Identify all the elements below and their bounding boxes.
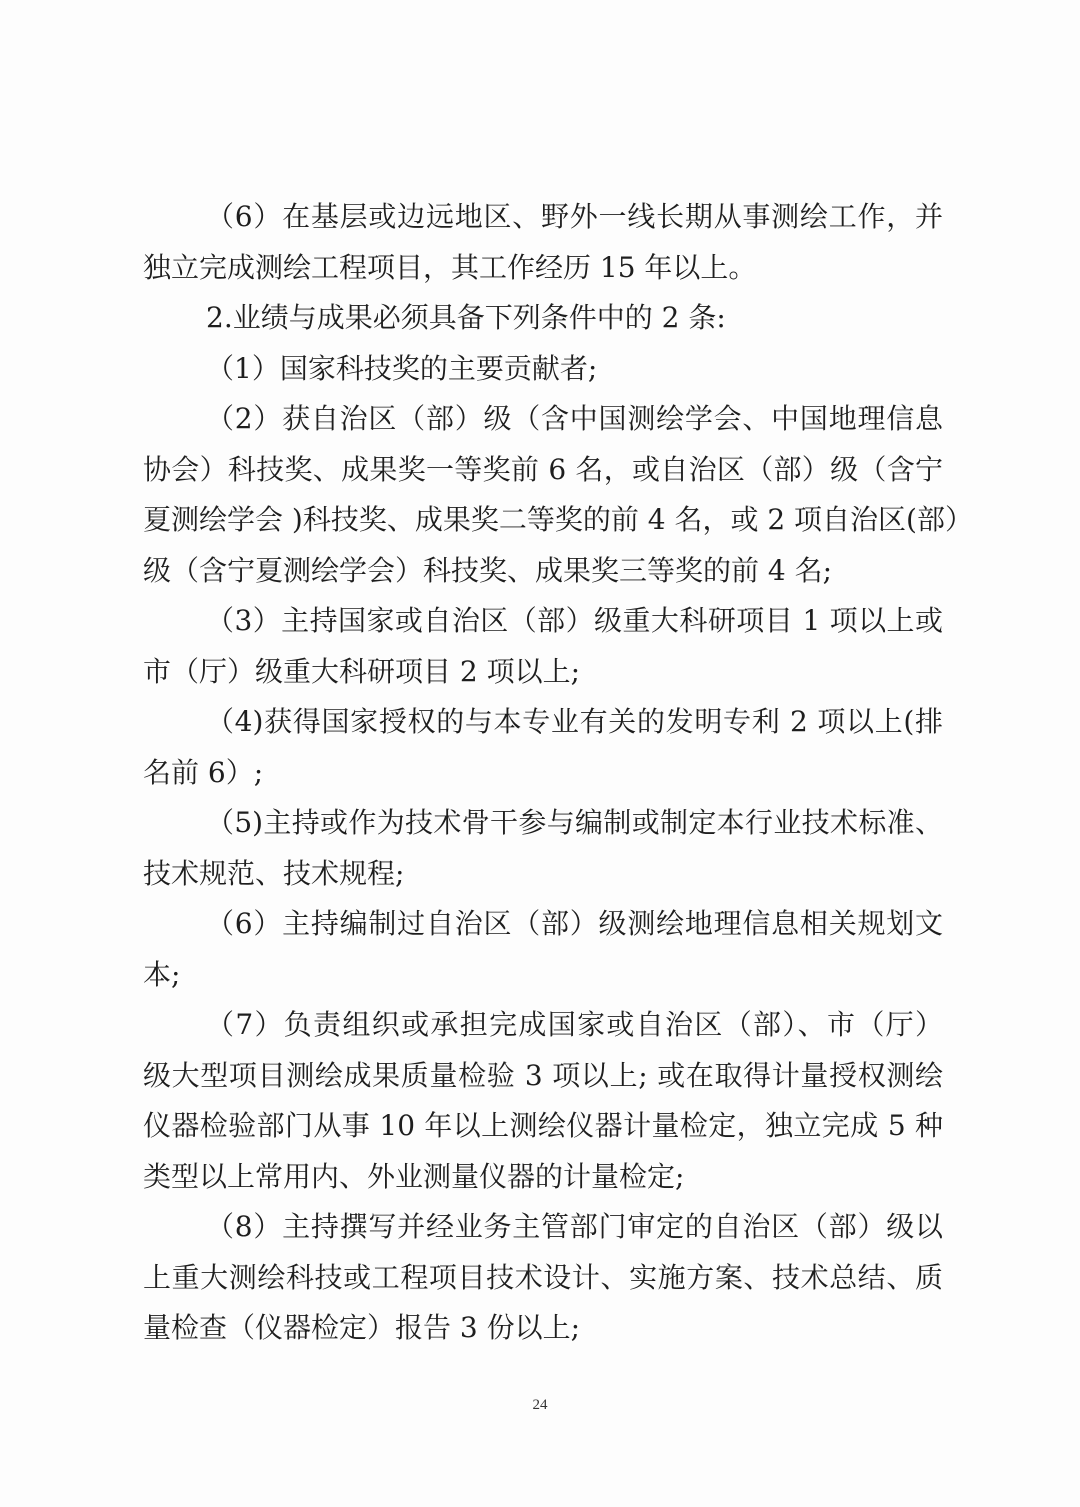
text-line: 独立完成测绘工程项目，其工作经历 15 年以上。 (143, 250, 757, 284)
document-body (143, 192, 973, 1354)
text-line: 技术规范、技术规程; (143, 856, 405, 890)
text-line: 协会）科技奖、成果奖一等奖前 6 名，或自治区（部）级（含宁 (143, 452, 943, 486)
text-line: 本; (143, 957, 181, 991)
text-line: 级（含宁夏测绘学会）科技奖、成果奖三等奖的前 4 名; (143, 553, 833, 587)
text-line: 2.业绩与成果必须具备下列条件中的 2 条: (206, 301, 726, 334)
text-line: （6）在基层或边远地区、野外一线长期从事测绘工作，并 (206, 200, 943, 233)
text-line: 市（厅）级重大科研项目 2 项以上; (143, 654, 581, 688)
text-line: （5)主持或作为技术骨干参与编制或制定本行业技术标准、 (206, 806, 943, 839)
text-line: （1）国家科技奖的主要贡献者; (206, 351, 598, 385)
text-line: 夏测绘学会 )科技奖、成果奖二等奖的前 4 名，或 2 项自治区(部） (143, 503, 973, 536)
text-line: 类型以上常用内、外业测量仪器的计量检定; (143, 1159, 685, 1193)
text-line: 名前 6）; (143, 755, 264, 789)
text-line: 级大型项目测绘成果质量检验 3 项以上; 或在取得计量授权测绘 (143, 1058, 943, 1092)
text-line: （8）主持撰写并经业务主管部门审定的自治区（部）级以 (206, 1210, 943, 1243)
text-line: 上重大测绘科技或工程项目技术设计、实施方案、技术总结、质 (143, 1260, 943, 1294)
page-number: 24 (532, 1397, 548, 1413)
text-line: 量检查（仪器检定）报告 3 份以上; (143, 1311, 581, 1344)
text-line: （3）主持国家或自治区（部）级重大科研项目 1 项以上或 (206, 604, 943, 637)
text-line: （7）负责组织或承担完成国家或自治区（部）、市（厅） (206, 1008, 943, 1041)
text-line: （6）主持编制过自治区（部）级测绘地理信息相关规划文 (206, 907, 943, 940)
text-line: （4)获得国家授权的与本专业有关的发明专利 2 项以上(排 (206, 705, 943, 738)
text-line: （2）获自治区（部）级（含中国测绘学会、中国地理信息 (206, 402, 943, 435)
text-line: 仪器检验部门从事 10 年以上测绘仪器计量检定，独立完成 5 种 (143, 1109, 943, 1142)
